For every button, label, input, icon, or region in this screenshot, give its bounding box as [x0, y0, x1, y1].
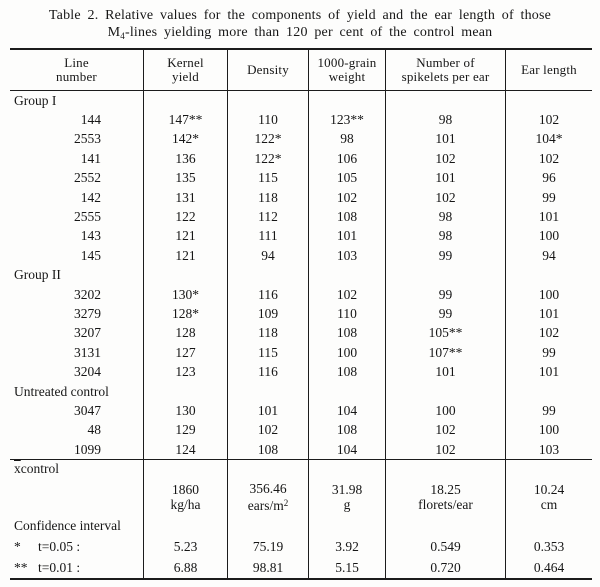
- m-label: M: [107, 25, 121, 40]
- line-number-cell: * t=0.05 :: [14, 538, 81, 554]
- grain-weight-cell: 102: [308, 285, 385, 304]
- m-subscript: 4: [120, 31, 125, 41]
- kernel-yield-cell: 128*: [143, 304, 227, 323]
- line-number-cell: 3207: [74, 325, 101, 341]
- kernel-yield-cell: 121: [143, 227, 227, 246]
- density-cell: 110: [227, 110, 308, 129]
- density-cell: 102: [227, 421, 308, 440]
- grain-weight-cell: 108: [308, 207, 385, 226]
- significance-marker: **: [14, 559, 28, 575]
- table-row-3279: [10, 304, 592, 323]
- ear-length-cell: 100: [505, 285, 592, 304]
- density-cell: 109: [227, 304, 308, 323]
- kernel-yield-cell: [143, 460, 227, 478]
- table-row-1099: [10, 440, 592, 459]
- table-title-line1: Table 2. Relative values for the components of yield and the ear length of those: [48, 8, 552, 23]
- kernel-yield-cell: 147**: [143, 110, 227, 129]
- line-number-cell: 143: [80, 228, 101, 244]
- density-cell: 116: [227, 362, 308, 381]
- kernel-yield-cell: 130*: [143, 285, 227, 304]
- spikelets-cell: [385, 460, 505, 478]
- spikelets-cell: 101: [385, 130, 505, 149]
- ear-length-cell: 100: [505, 421, 592, 440]
- table-row-141: [10, 149, 592, 168]
- table-row-3204: [10, 362, 592, 381]
- ear-length-cell: [505, 382, 592, 401]
- table-row-3202: [10, 285, 592, 304]
- kernel-yield-cell: [143, 382, 227, 401]
- ear-length-cell: 99: [505, 343, 592, 362]
- density-cell: 118: [227, 188, 308, 207]
- line-number-cell: 142: [80, 189, 101, 205]
- control-mean-values-row: [10, 478, 592, 516]
- spikelets-cell: 102: [385, 421, 505, 440]
- spikelets-cell: 100: [385, 401, 505, 420]
- kernel-yield-cell: 136: [143, 149, 227, 168]
- spikelets-cell: 101: [385, 169, 505, 188]
- kernel-yield-cell: [143, 91, 227, 110]
- grain-weight-cell: 105: [308, 169, 385, 188]
- header-spikelets: Number of spikelets per ear: [385, 50, 505, 90]
- spikelets-cell: 99: [385, 285, 505, 304]
- grain-weight-cell: [308, 382, 385, 401]
- density-cell: [227, 91, 308, 110]
- kernel-yield-cell: 6.88: [143, 557, 227, 578]
- ear-length-cell: 96: [505, 169, 592, 188]
- kernel-yield-cell: 124: [143, 440, 227, 459]
- spikelets-cell: 102: [385, 188, 505, 207]
- line-number-cell: 3204: [74, 364, 101, 380]
- grain-weight-cell: 3.92: [308, 536, 385, 557]
- grain-weight-cell: 102: [308, 188, 385, 207]
- grain-weight-cell: [308, 460, 385, 478]
- ear-length-cell: 101: [505, 207, 592, 226]
- ear-length-cell: 0.464: [505, 557, 592, 578]
- spikelets-cell: [385, 382, 505, 401]
- spikelets-cell: 0.549: [385, 536, 505, 557]
- kernel-yield-cell: 131: [143, 188, 227, 207]
- line-number-cell: 144: [80, 112, 101, 128]
- ear-length-cell: 103: [505, 440, 592, 459]
- density-cell: 116: [227, 285, 308, 304]
- grain-weight-cell: 5.15: [308, 557, 385, 578]
- density-cell: 115: [227, 343, 308, 362]
- kernel-yield-cell: 127: [143, 343, 227, 362]
- grain-weight-cell: [308, 516, 385, 536]
- ear-length-cell: 102: [505, 110, 592, 129]
- kernel-yield-cell: 1860 kg/ha: [143, 478, 227, 516]
- ear-length-cell: 101: [505, 362, 592, 381]
- spikelets-cell: 101: [385, 362, 505, 381]
- kernel-yield-cell: 5.23: [143, 536, 227, 557]
- grain-weight-cell: [308, 91, 385, 110]
- ear-length-cell: 100: [505, 227, 592, 246]
- kernel-yield-cell: 142*: [143, 130, 227, 149]
- header-grain-weight: 1000-grain weight: [308, 50, 385, 90]
- line-number-cell: 3279: [74, 305, 101, 321]
- ear-length-cell: 99: [505, 401, 592, 420]
- grain-weight-cell: 104: [308, 401, 385, 420]
- ear-length-cell: 102: [505, 324, 592, 343]
- spikelets-cell: 107**: [385, 343, 505, 362]
- spikelets-cell: 98: [385, 227, 505, 246]
- table-row-143: [10, 227, 592, 246]
- density-cell: [227, 266, 308, 285]
- grain-weight-cell: 103: [308, 246, 385, 265]
- line-number-cell: Group I: [14, 92, 57, 108]
- density-cell: 111: [227, 227, 308, 246]
- header-kernel-yield: Kernel yield: [143, 50, 227, 90]
- grain-weight-cell: 123**: [308, 110, 385, 129]
- line-number-cell: 48: [87, 422, 101, 438]
- kernel-yield-cell: 123: [143, 362, 227, 381]
- line-number-cell: Untreated control: [14, 383, 109, 399]
- density-cell: 122*: [227, 130, 308, 149]
- density-cell: 98.81: [227, 557, 308, 578]
- line-number-cell: Confidence interval: [14, 518, 121, 534]
- density-cell: [227, 382, 308, 401]
- table-row-144: [10, 110, 592, 129]
- line-number-cell: Group II: [14, 267, 61, 283]
- density-cell: [227, 460, 308, 478]
- table-title: [0, 0, 600, 45]
- kernel-yield-cell: 130: [143, 401, 227, 420]
- density-cell: 118: [227, 324, 308, 343]
- density-cell: [227, 516, 308, 536]
- table-row-3047: [10, 401, 592, 420]
- grain-weight-cell: 104: [308, 440, 385, 459]
- grain-weight-cell: 101: [308, 227, 385, 246]
- density-cell: 75.19: [227, 536, 308, 557]
- ear-length-cell: 94: [505, 246, 592, 265]
- group-label-row: [10, 266, 592, 285]
- table-row-145: [10, 246, 592, 265]
- ear-length-cell: [505, 91, 592, 110]
- density-cell: 94: [227, 246, 308, 265]
- group-label-row: [10, 382, 592, 401]
- spikelets-cell: 102: [385, 440, 505, 459]
- header-ear-length: Ear length: [505, 50, 592, 90]
- kernel-yield-cell: [143, 516, 227, 536]
- confidence-row-1: [10, 557, 592, 578]
- ear-length-cell: 0.353: [505, 536, 592, 557]
- kernel-yield-cell: 128: [143, 324, 227, 343]
- grain-weight-cell: 108: [308, 421, 385, 440]
- spikelets-cell: 99: [385, 304, 505, 323]
- density-cell: 115: [227, 169, 308, 188]
- line-number-cell: 3047: [74, 402, 101, 418]
- ear-length-cell: 10.24 cm: [505, 478, 592, 516]
- spikelets-cell: 18.25 florets/ear: [385, 478, 505, 516]
- ear-length-cell: 102: [505, 149, 592, 168]
- density-cell: 112: [227, 207, 308, 226]
- line-number-cell: 145: [80, 247, 101, 263]
- control-mean-label-row: [10, 459, 592, 478]
- line-number-cell: 2555: [74, 209, 101, 225]
- table-title-line2: [0, 24, 600, 45]
- spikelets-cell: 99: [385, 246, 505, 265]
- ear-length-cell: [505, 460, 592, 478]
- confidence-label-row: [10, 516, 592, 536]
- ear-length-cell: [505, 516, 592, 536]
- ear-length-cell: 104*: [505, 130, 592, 149]
- density-cell: 101: [227, 401, 308, 420]
- table-row-2552: [10, 169, 592, 188]
- spikelets-cell: 105**: [385, 324, 505, 343]
- kernel-yield-cell: 129: [143, 421, 227, 440]
- line-number-cell: [10, 478, 143, 516]
- grain-weight-cell: [308, 266, 385, 285]
- table-row-3131: [10, 343, 592, 362]
- data-table: [10, 48, 592, 580]
- grain-weight-cell: 31.98 g: [308, 478, 385, 516]
- significance-marker: *: [14, 538, 21, 554]
- density-cell: 122*: [227, 149, 308, 168]
- table-row-3207: [10, 324, 592, 343]
- grain-weight-cell: 108: [308, 324, 385, 343]
- header-density: Density: [227, 50, 308, 90]
- table-row-2555: [10, 207, 592, 226]
- spikelets-cell: [385, 91, 505, 110]
- grain-weight-cell: 98: [308, 130, 385, 149]
- spikelets-cell: 98: [385, 110, 505, 129]
- ear-length-cell: 101: [505, 304, 592, 323]
- spikelets-cell: [385, 266, 505, 285]
- line-number-cell: 1099: [74, 441, 101, 457]
- ear-length-cell: 99: [505, 188, 592, 207]
- density-cell: 356.46 ears/$m^2$: [227, 478, 308, 516]
- line-number-cell: 3131: [74, 344, 101, 360]
- line-number-cell: 3202: [74, 286, 101, 302]
- table-header-row: [10, 50, 592, 91]
- kernel-yield-cell: 121: [143, 246, 227, 265]
- spikelets-cell: 102: [385, 149, 505, 168]
- x-bar-symbol: $\overline{x}$: [14, 461, 21, 477]
- grain-weight-cell: 106: [308, 149, 385, 168]
- density-cell: 108: [227, 440, 308, 459]
- grain-weight-cell: 100: [308, 343, 385, 362]
- confidence-row-0: [10, 536, 592, 557]
- table-row-142: [10, 188, 592, 207]
- ear-length-cell: [505, 266, 592, 285]
- table-row-48: [10, 421, 592, 440]
- line-number-cell: $\overline{x}$ control: [14, 461, 59, 477]
- kernel-yield-cell: 135: [143, 169, 227, 188]
- group-label-row: [10, 91, 592, 110]
- table-row-2553: [10, 130, 592, 149]
- spikelets-cell: [385, 516, 505, 536]
- line-number-cell: 2553: [74, 131, 101, 147]
- spikelets-cell: 98: [385, 207, 505, 226]
- line-number-cell: ** t=0.01 :: [14, 559, 81, 575]
- spikelets-cell: 0.720: [385, 557, 505, 578]
- line-number-cell: 141: [80, 150, 101, 166]
- kernel-yield-cell: 122: [143, 207, 227, 226]
- header-line-number: Line number: [56, 54, 97, 84]
- line-number-cell: 2552: [74, 170, 101, 186]
- kernel-yield-cell: [143, 266, 227, 285]
- grain-weight-cell: 108: [308, 362, 385, 381]
- grain-weight-cell: 110: [308, 304, 385, 323]
- title-line2-rest: -lines yielding more than 120 per cent of the control mean: [124, 25, 493, 40]
